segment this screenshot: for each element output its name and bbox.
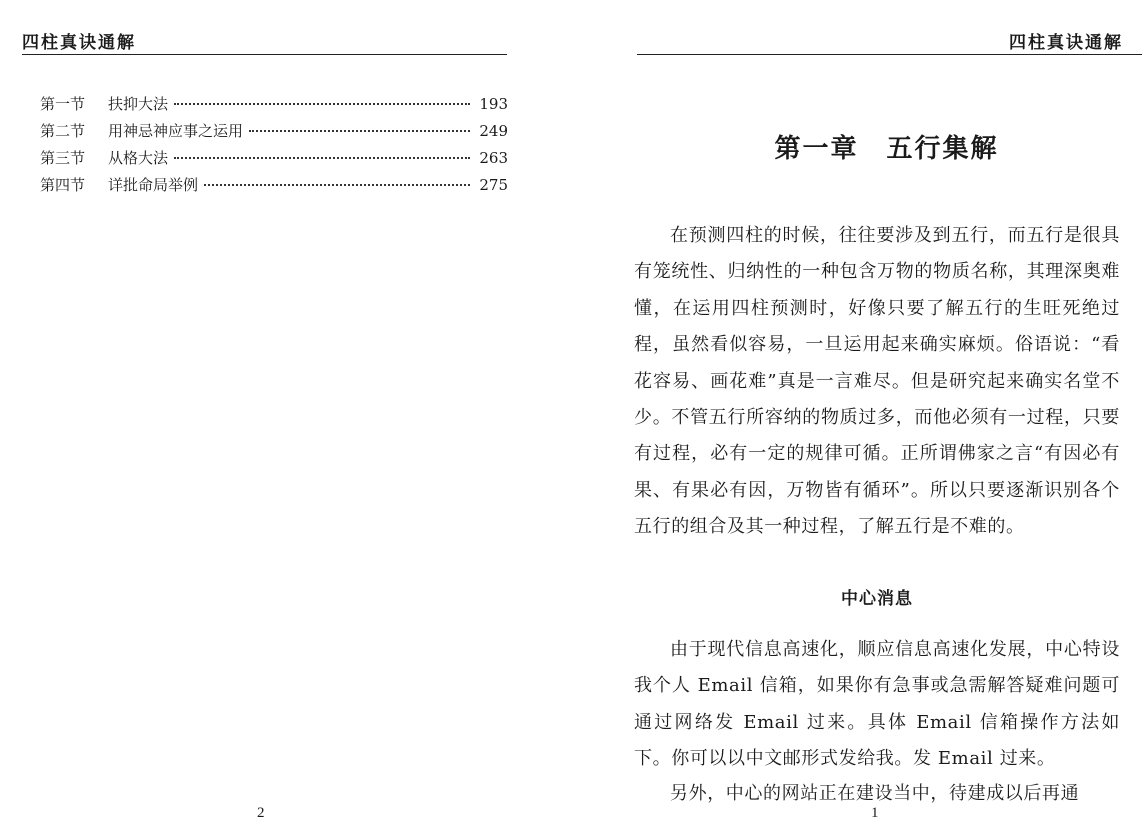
- toc-title: 详批命局举例: [108, 176, 199, 194]
- header-rule-left: [22, 54, 507, 55]
- notice-paragraph: 另外，中心的网站正在建设当中，待建成以后再通: [670, 783, 1080, 804]
- toc-page-number: 263: [479, 149, 508, 167]
- toc-page-number: 275: [479, 176, 508, 194]
- toc-title: 扶抑大法: [108, 95, 169, 113]
- running-title-right: 四柱真诀通解: [1009, 33, 1123, 53]
- toc-dot-leader: [249, 130, 470, 132]
- table-of-contents: [40, 93, 508, 201]
- running-title-left: 四柱真诀通解: [22, 33, 136, 53]
- toc-entry[interactable]: [40, 93, 508, 120]
- toc-entry[interactable]: [40, 174, 508, 201]
- page-number-left: 2: [257, 805, 265, 821]
- toc-title: 从格大法: [108, 149, 169, 167]
- toc-section-label: 第二节: [40, 122, 86, 140]
- toc-dot-leader: [174, 103, 470, 105]
- section-heading: 中心消息: [841, 589, 913, 609]
- toc-section-label: 第四节: [40, 176, 86, 194]
- toc-dot-leader: [204, 184, 470, 186]
- toc-section-label: 第三节: [40, 149, 86, 167]
- notice-paragraph: 由于现代信息高速化，顺应信息高速化发展，中心特设我个人 Email 信箱，如果你有急事或急需解答疑难问题可通过网络发 Email 过来。具体 Email 信箱操作方法如下。你可以以中文邮形式发给我。发 Email 过来。: [634, 639, 1120, 770]
- toc-page-number: 249: [479, 122, 508, 140]
- toc-entry[interactable]: [40, 147, 508, 174]
- page-number-right: 1: [871, 805, 879, 821]
- chapter-title: 第一章 五行集解: [774, 134, 999, 164]
- header-rule-right: [637, 54, 1142, 55]
- toc-dot-leader: [174, 157, 470, 159]
- right-page: [571, 0, 1142, 832]
- toc-section-label: 第一节: [40, 95, 86, 113]
- toc-entry[interactable]: [40, 120, 508, 147]
- toc-page-number: 193: [479, 95, 508, 113]
- body-paragraph: 在预测四柱的时候，往往要涉及到五行，而五行是很具有笼统性、归纳性的一种包含万物的物质名称，其理深奥难懂，在运用四柱预测时，好像只要了解五行的生旺死绝过程，虽然看似容易，一旦运用起来确实麻烦。俗语说：“看花容易、画花难”真是一言难尽。但是研究起来确实名堂不少。不管五行所容纳的物质过多，而他必须有一过程，只要有过程，必有一定的规律可循。正所谓佛家之言“有因必有果、有果必有因，万物皆有循环”。所以只要逐渐识别各个五行的组合及其一种过程，了解五行是不难的。: [634, 225, 1120, 538]
- left-page: [0, 0, 560, 832]
- toc-title: 用神忌神应事之运用: [108, 122, 244, 140]
